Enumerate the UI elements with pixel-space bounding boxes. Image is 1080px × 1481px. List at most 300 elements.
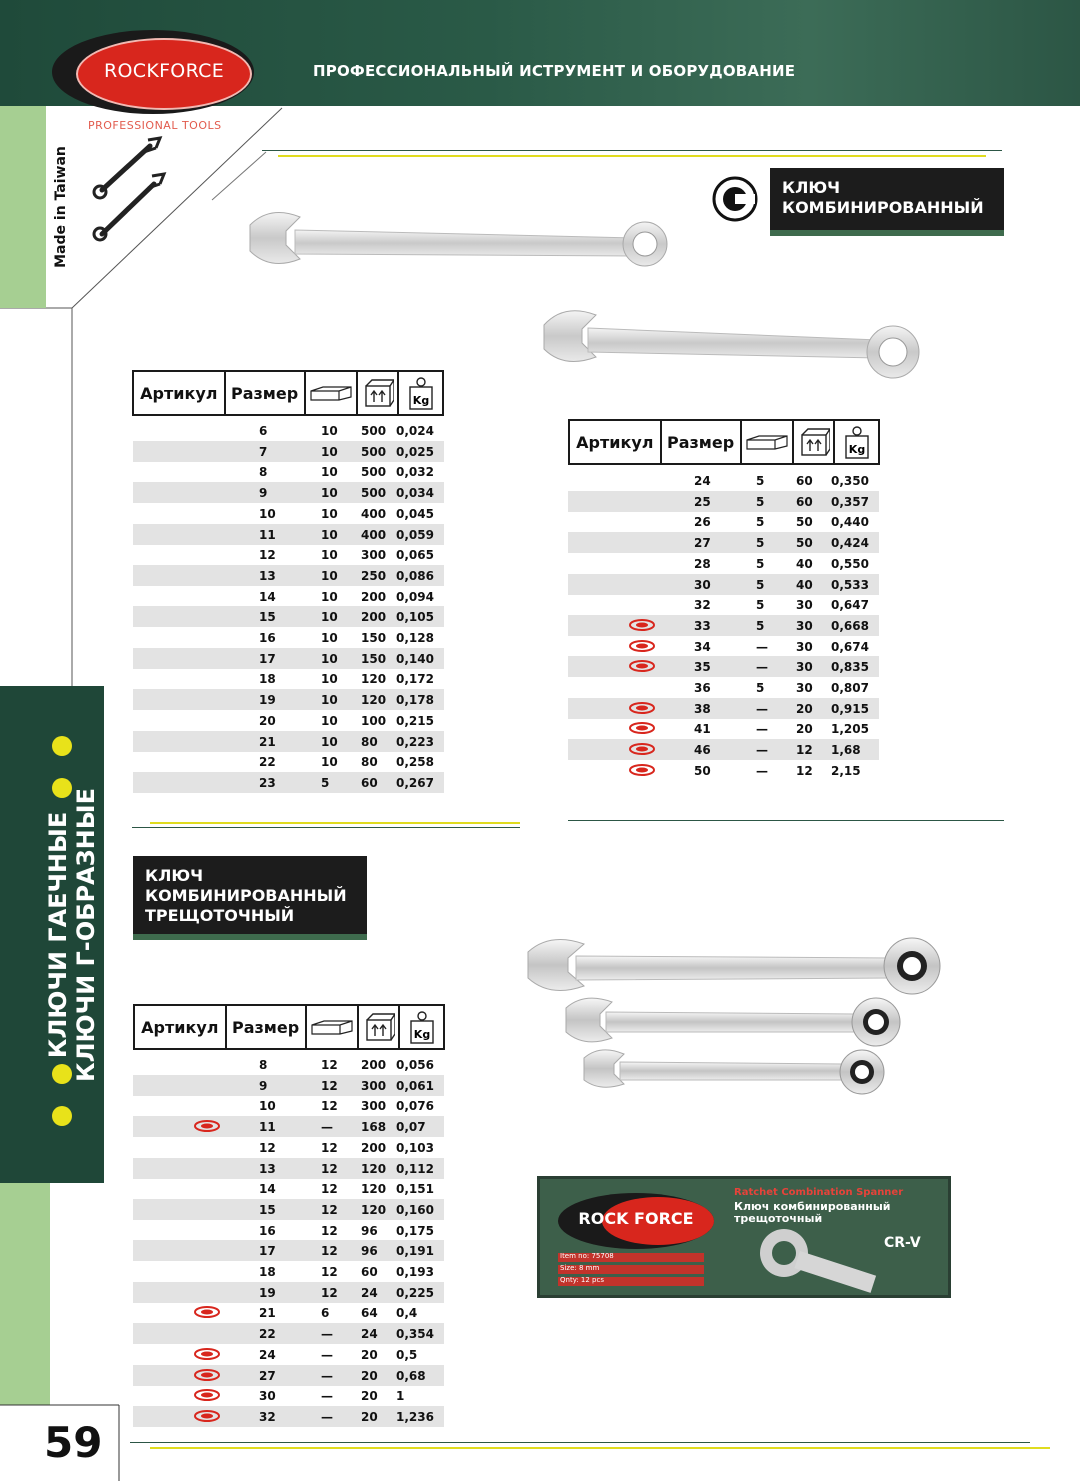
- box-qty-cell: 120: [361, 672, 387, 687]
- table-row: [133, 1220, 444, 1241]
- box-qty-cell: 50: [796, 515, 813, 530]
- table-row: [133, 420, 444, 441]
- section1-title-line1: КЛЮЧ: [782, 178, 841, 197]
- weight-cell: 0,807: [831, 681, 869, 695]
- size-cell: 17: [259, 1244, 276, 1259]
- table-row: [568, 574, 879, 595]
- size-cell: 16: [259, 631, 276, 645]
- weight-cell: 0,175: [396, 1223, 434, 1238]
- box-qty-cell: 60: [361, 775, 378, 790]
- weight-cell: 0,151: [396, 1182, 434, 1197]
- size-cell: 18: [259, 1265, 276, 1279]
- weight-cell: 0,193: [396, 1265, 434, 1279]
- box-qty-cell: 168: [361, 1120, 387, 1135]
- weight-cell: 0,267: [396, 775, 434, 790]
- size-cell: 15: [259, 1202, 276, 1217]
- new-badge-icon: [193, 1369, 221, 1381]
- new-badge-icon: [628, 619, 656, 631]
- box-qty-cell: 250: [361, 568, 387, 583]
- box-qty-cell: 120: [361, 693, 387, 708]
- box-qty-cell: 100: [361, 713, 387, 728]
- size-cell: 22: [259, 1327, 276, 1342]
- table-row: [133, 1282, 444, 1303]
- pack-qty-cell: 12: [321, 1058, 338, 1072]
- box-wrench-picture: [750, 1223, 880, 1293]
- pack-qty-cell: 6: [321, 1306, 330, 1321]
- logo-text: ROCKFORCE: [104, 60, 224, 82]
- table-row: [133, 1075, 444, 1096]
- pack-qty-cell: 12: [321, 1161, 338, 1176]
- size-cell: 6: [259, 424, 268, 438]
- size-cell: 12: [259, 548, 276, 563]
- pack-qty-cell: 10: [321, 734, 338, 749]
- size-cell: 21: [259, 734, 276, 749]
- pack-qty-cell: —: [756, 660, 768, 675]
- size-cell: 32: [694, 598, 711, 613]
- product-box-image: [537, 1176, 951, 1298]
- pack-qty-cell: —: [756, 743, 768, 758]
- pack-icon: [306, 372, 359, 414]
- pack-qty-cell: —: [756, 763, 768, 778]
- col-article: Артикул: [570, 421, 662, 463]
- table-row: [133, 606, 444, 627]
- size-cell: 46: [694, 743, 711, 758]
- table-row: [133, 1302, 444, 1323]
- weight-cell: 0,4: [396, 1306, 418, 1321]
- pack-qty-cell: 12: [321, 1099, 338, 1114]
- table-row: [568, 594, 879, 615]
- size-cell: 11: [259, 1120, 276, 1135]
- pack-qty-cell: —: [756, 639, 768, 654]
- pack-qty-cell: 10: [321, 465, 338, 480]
- table-row: [133, 710, 444, 731]
- box-qty-cell: 12: [796, 743, 813, 758]
- table3-header: [133, 1004, 445, 1050]
- pack-qty-cell: 12: [321, 1202, 338, 1217]
- new-badge-icon: [628, 743, 656, 755]
- box-qty-cell: 40: [796, 556, 813, 571]
- pack-qty-cell: 10: [321, 610, 338, 625]
- box-qty-cell: 30: [796, 660, 813, 675]
- weight-cell: 1,236: [396, 1409, 434, 1424]
- weight-cell: 0,045: [396, 506, 434, 521]
- size-cell: 13: [259, 568, 276, 583]
- pack-qty-cell: 5: [321, 775, 330, 790]
- box-title-ru: Ключ комбинированный трещоточный: [734, 1200, 891, 1225]
- weight-cell: 0,128: [396, 631, 434, 645]
- weight-cell: 0,350: [831, 474, 869, 488]
- box-qty-cell: 30: [796, 639, 813, 654]
- table-row: [568, 615, 879, 636]
- box-qty-cell: 30: [796, 681, 813, 695]
- size-cell: 14: [259, 589, 276, 604]
- pack-qty-cell: 5: [756, 494, 765, 509]
- weight-cell: 0,172: [396, 672, 434, 687]
- pack-qty-cell: 12: [321, 1244, 338, 1259]
- table-row: [133, 1240, 444, 1261]
- size-cell: 25: [694, 494, 711, 509]
- size-cell: 28: [694, 556, 711, 571]
- section-label-1: КЛЮЧИ ГАЕЧНЫЕ: [44, 811, 72, 1059]
- table-row: [568, 532, 879, 553]
- box-qty-cell: 200: [361, 610, 387, 625]
- box-qty-cell: 500: [361, 486, 387, 501]
- weight-cell: 1,68: [831, 743, 861, 758]
- size-cell: 19: [259, 693, 276, 708]
- bottom-rule-yellow: [150, 1447, 1050, 1449]
- table1-header: [132, 370, 444, 416]
- header-slogan: ПРОФЕССИОНАЛЬНЫЙ ИСТРУМЕНТ И ОБОРУДОВАНИЕ: [313, 62, 796, 80]
- table-row: [133, 648, 444, 669]
- table-row: [133, 461, 444, 482]
- table-row: [133, 544, 444, 565]
- box-material: CR-V: [884, 1235, 921, 1251]
- pack-qty-cell: 10: [321, 568, 338, 583]
- size-cell: 11: [259, 527, 276, 542]
- box-title-en: Ratchet Combination Spanner: [734, 1187, 904, 1198]
- weight-cell: 0,061: [396, 1078, 434, 1093]
- size-cell: 38: [694, 701, 711, 716]
- section-divider-left: [150, 822, 520, 824]
- pack-icon: [307, 1006, 360, 1048]
- box-qty-cell: 40: [796, 577, 813, 592]
- box-qty-cell: 150: [361, 631, 387, 645]
- box-qty-cell: 20: [361, 1368, 378, 1383]
- size-cell: 12: [259, 1140, 276, 1155]
- size-cell: 16: [259, 1223, 276, 1238]
- weight-cell: 0,105: [396, 610, 434, 625]
- box-qty-cell: 120: [361, 1202, 387, 1217]
- size-cell: 17: [259, 651, 276, 666]
- table-row: [568, 760, 879, 781]
- table-row: [133, 1137, 444, 1158]
- weight-cell: 0,258: [396, 755, 434, 770]
- box-qty-cell: 12: [796, 763, 813, 778]
- size-cell: 27: [694, 536, 711, 551]
- pack-qty-cell: 10: [321, 444, 338, 459]
- box-qty-cell: 60: [361, 1265, 378, 1279]
- size-cell: 22: [259, 755, 276, 770]
- pack-qty-cell: 10: [321, 548, 338, 563]
- col-size: Размер: [662, 421, 742, 463]
- new-badge-icon: [193, 1410, 221, 1422]
- table-row: [133, 1323, 444, 1344]
- weight-cell: 0,191: [396, 1244, 434, 1259]
- svg-text:Kg: Kg: [413, 1028, 430, 1041]
- pack-qty-cell: —: [321, 1327, 333, 1342]
- pack-qty-cell: 10: [321, 424, 338, 438]
- weight-cell: 0,112: [396, 1161, 434, 1176]
- top-rule: [278, 155, 986, 157]
- weight-cell: 0,140: [396, 651, 434, 666]
- size-cell: 36: [694, 681, 711, 695]
- box-qty-cell: 30: [796, 618, 813, 633]
- col-article: Артикул: [134, 372, 226, 414]
- table-row: [133, 441, 444, 462]
- size-cell: 34: [694, 639, 711, 654]
- section1-title-line2: КОМБИНИРОВАННЫЙ: [782, 198, 984, 217]
- section-divider-left-dark: [132, 827, 520, 828]
- pack-qty-cell: 12: [321, 1285, 338, 1300]
- table-row: [133, 524, 444, 545]
- size-cell: 41: [694, 722, 711, 737]
- size-cell: 18: [259, 672, 276, 687]
- box-qty-cell: 200: [361, 1058, 387, 1072]
- box-item-no: Item no: 75708: [560, 1252, 614, 1260]
- left-green-band-bottom: [0, 1183, 50, 1405]
- section2-title: [133, 856, 367, 940]
- ratchet-wrench-photo: [524, 932, 944, 1102]
- box-qty-cell: 96: [361, 1223, 378, 1238]
- box-qty-cell: 500: [361, 465, 387, 480]
- table-row: [133, 1365, 444, 1386]
- table-row: [133, 1116, 444, 1137]
- table-row: [568, 718, 879, 739]
- box-qty-cell: 120: [361, 1161, 387, 1176]
- size-cell: 10: [259, 1099, 276, 1114]
- weight-cell: 1,205: [831, 722, 869, 737]
- size-cell: 19: [259, 1285, 276, 1300]
- weight-cell: 0,915: [831, 701, 869, 716]
- section2-title-line3: ТРЕЩОТОЧНЫЙ: [145, 906, 295, 925]
- weight-cell: 0,424: [831, 536, 869, 551]
- pack-qty-cell: —: [321, 1120, 333, 1135]
- new-badge-icon: [193, 1348, 221, 1360]
- table-row: [133, 772, 444, 793]
- size-cell: 9: [259, 486, 268, 501]
- pack-qty-cell: —: [756, 701, 768, 716]
- box-qty-cell: 200: [361, 1140, 387, 1155]
- section-label-2: КЛЮЧИ Г-ОБРАЗНЫЕ: [72, 787, 100, 1083]
- new-badge-icon: [628, 702, 656, 714]
- weight-cell: 0,533: [831, 577, 869, 592]
- weight-cell: 0,357: [831, 494, 869, 509]
- weight-cell: 0,059: [396, 527, 434, 542]
- combination-wrench-photo: [240, 200, 680, 290]
- box-qty-cell: 20: [361, 1409, 378, 1424]
- weight-cell: 0,076: [396, 1099, 434, 1114]
- box-qty-cell: 20: [361, 1389, 378, 1404]
- box-qty-cell: 300: [361, 1078, 387, 1093]
- weight-cell: 0,835: [831, 660, 869, 675]
- table-row: [133, 1344, 444, 1365]
- section-divider-right: [568, 820, 1004, 821]
- size-cell: 8: [259, 465, 268, 480]
- weight-cell: 0,160: [396, 1202, 434, 1217]
- size-cell: 50: [694, 763, 711, 778]
- box-brand: ROCK FORCE: [578, 1209, 694, 1228]
- box-qty-cell: 20: [361, 1347, 378, 1362]
- weight-cell: 0,668: [831, 618, 869, 633]
- weight-cell: 0,024: [396, 424, 434, 438]
- pack-qty-cell: 5: [756, 536, 765, 551]
- weight-cell: 0,032: [396, 465, 434, 480]
- table-row: [568, 470, 879, 491]
- weight-cell: 1: [396, 1389, 405, 1404]
- page-number-frame: [0, 1400, 124, 1481]
- box-qty-cell: 24: [361, 1285, 378, 1300]
- weight-cell: 0,225: [396, 1285, 434, 1300]
- pack-qty-cell: 5: [756, 474, 765, 488]
- table-row: [568, 511, 879, 532]
- pack-qty-cell: 10: [321, 713, 338, 728]
- size-cell: 15: [259, 610, 276, 625]
- size-cell: 20: [259, 713, 276, 728]
- left-green-band-top: [0, 106, 46, 308]
- pack-qty-cell: —: [321, 1347, 333, 1362]
- pack-qty-cell: 5: [756, 681, 765, 695]
- table-row: [133, 668, 444, 689]
- col-size: Размер: [227, 1006, 307, 1048]
- table-row: [133, 1095, 444, 1116]
- box-qty-cell: 60: [796, 494, 813, 509]
- pack-qty-cell: 12: [321, 1265, 338, 1279]
- bottom-rule: [130, 1442, 1030, 1443]
- size-cell: 13: [259, 1161, 276, 1176]
- box-qty-cell: 500: [361, 444, 387, 459]
- made-in-label: Made in Taiwan: [53, 146, 69, 268]
- pack-qty-cell: 10: [321, 651, 338, 666]
- pack-qty-cell: —: [321, 1389, 333, 1404]
- box-icon: [358, 372, 399, 414]
- pack-qty-cell: 10: [321, 672, 338, 687]
- table-row: [133, 1054, 444, 1075]
- weight-cell: 0,68: [396, 1368, 426, 1383]
- size-cell: 21: [259, 1306, 276, 1321]
- table-row: [133, 627, 444, 648]
- box-qty-cell: 20: [796, 722, 813, 737]
- section1-title: [770, 168, 1004, 236]
- weight-cell: 0,103: [396, 1140, 434, 1155]
- new-badge-icon: [628, 640, 656, 652]
- new-badge-icon: [193, 1120, 221, 1132]
- box-qty-cell: 80: [361, 755, 378, 770]
- weight-cell: 0,354: [396, 1327, 434, 1342]
- logo-subtitle: PROFESSIONAL TOOLS: [88, 119, 222, 132]
- box-qty-cell: 150: [361, 651, 387, 666]
- col-article: Артикул: [135, 1006, 227, 1048]
- weight-cell: 0,056: [396, 1058, 434, 1072]
- pack-qty-cell: 5: [756, 577, 765, 592]
- box-qty-cell: 64: [361, 1306, 378, 1321]
- pack-icon: [742, 421, 795, 463]
- pack-qty-cell: —: [321, 1368, 333, 1383]
- pack-qty-cell: 10: [321, 589, 338, 604]
- pack-qty-cell: 5: [756, 618, 765, 633]
- table-row: [568, 491, 879, 512]
- size-cell: 8: [259, 1058, 268, 1072]
- size-cell: 26: [694, 515, 711, 530]
- new-badge-icon: [628, 764, 656, 776]
- table-row: [133, 1406, 444, 1427]
- svg-text:Kg: Kg: [412, 394, 429, 407]
- table-row: [568, 553, 879, 574]
- size-cell: 10: [259, 506, 276, 521]
- box-qty-cell: 500: [361, 424, 387, 438]
- box-qty-cell: 400: [361, 506, 387, 521]
- weight-cell: 0,178: [396, 693, 434, 708]
- table-row: [133, 586, 444, 607]
- box-qty-cell: 300: [361, 548, 387, 563]
- box-qty-cell: 96: [361, 1244, 378, 1259]
- pack-qty-cell: 10: [321, 755, 338, 770]
- table-row: [568, 739, 879, 760]
- table-row: [568, 677, 879, 698]
- pack-qty-cell: 10: [321, 693, 338, 708]
- col-size: Размер: [226, 372, 306, 414]
- weight-cell: 2,15: [831, 763, 861, 778]
- table-row: [133, 482, 444, 503]
- new-badge-icon: [193, 1389, 221, 1401]
- combination-wrench-icon: [712, 176, 758, 222]
- size-cell: 23: [259, 775, 276, 790]
- weight-cell: 0,215: [396, 713, 434, 728]
- table-row: [133, 751, 444, 772]
- new-badge-icon: [628, 660, 656, 672]
- weight-icon: [835, 421, 878, 463]
- pack-qty-cell: 12: [321, 1182, 338, 1197]
- pack-qty-cell: 5: [756, 515, 765, 530]
- weight-cell: 0,674: [831, 639, 869, 654]
- box-qty-cell: 300: [361, 1099, 387, 1114]
- pack-qty-cell: 10: [321, 506, 338, 521]
- weight-cell: 0,440: [831, 515, 869, 530]
- box-qty-cell: 50: [796, 536, 813, 551]
- pack-qty-cell: 5: [756, 598, 765, 613]
- weight-cell: 0,034: [396, 486, 434, 501]
- size-cell: 30: [259, 1389, 276, 1404]
- box-qty-cell: 30: [796, 598, 813, 613]
- size-cell: 32: [259, 1409, 276, 1424]
- weight-cell: 0,223: [396, 734, 434, 749]
- new-badge-icon: [628, 722, 656, 734]
- section2-title-line2: КОМБИНИРОВАННЫЙ: [145, 886, 347, 905]
- box-icon: [794, 421, 835, 463]
- size-cell: 14: [259, 1182, 276, 1197]
- size-cell: 24: [259, 1347, 276, 1362]
- top-rule-dark: [262, 150, 1002, 151]
- weight-cell: 0,07: [396, 1120, 426, 1135]
- size-cell: 7: [259, 444, 268, 459]
- weight-icon: [399, 372, 442, 414]
- box-qnty: Qnty: 12 pcs: [560, 1276, 604, 1284]
- table2-header: [568, 419, 880, 465]
- table-row: [133, 503, 444, 524]
- table-row: [133, 1199, 444, 1220]
- box-qty-cell: 24: [361, 1327, 378, 1342]
- weight-cell: 0,5: [396, 1347, 418, 1362]
- table-row: [133, 1178, 444, 1199]
- box-icon: [359, 1006, 400, 1048]
- table-row: [568, 698, 879, 719]
- table-row: [133, 1385, 444, 1406]
- table-row: [133, 689, 444, 710]
- new-badge-icon: [193, 1306, 221, 1318]
- pack-qty-cell: 10: [321, 527, 338, 542]
- table-row: [133, 1158, 444, 1179]
- combination-wrench-photo-2: [538, 300, 938, 384]
- weight-cell: 0,550: [831, 556, 869, 571]
- weight-cell: 0,065: [396, 548, 434, 563]
- page-number: 59: [44, 1418, 103, 1467]
- size-cell: 9: [259, 1078, 268, 1093]
- box-qty-cell: 80: [361, 734, 378, 749]
- pack-qty-cell: 12: [321, 1078, 338, 1093]
- size-cell: 30: [694, 577, 711, 592]
- table-row: [568, 656, 879, 677]
- size-cell: 35: [694, 660, 711, 675]
- weight-cell: 0,647: [831, 598, 869, 613]
